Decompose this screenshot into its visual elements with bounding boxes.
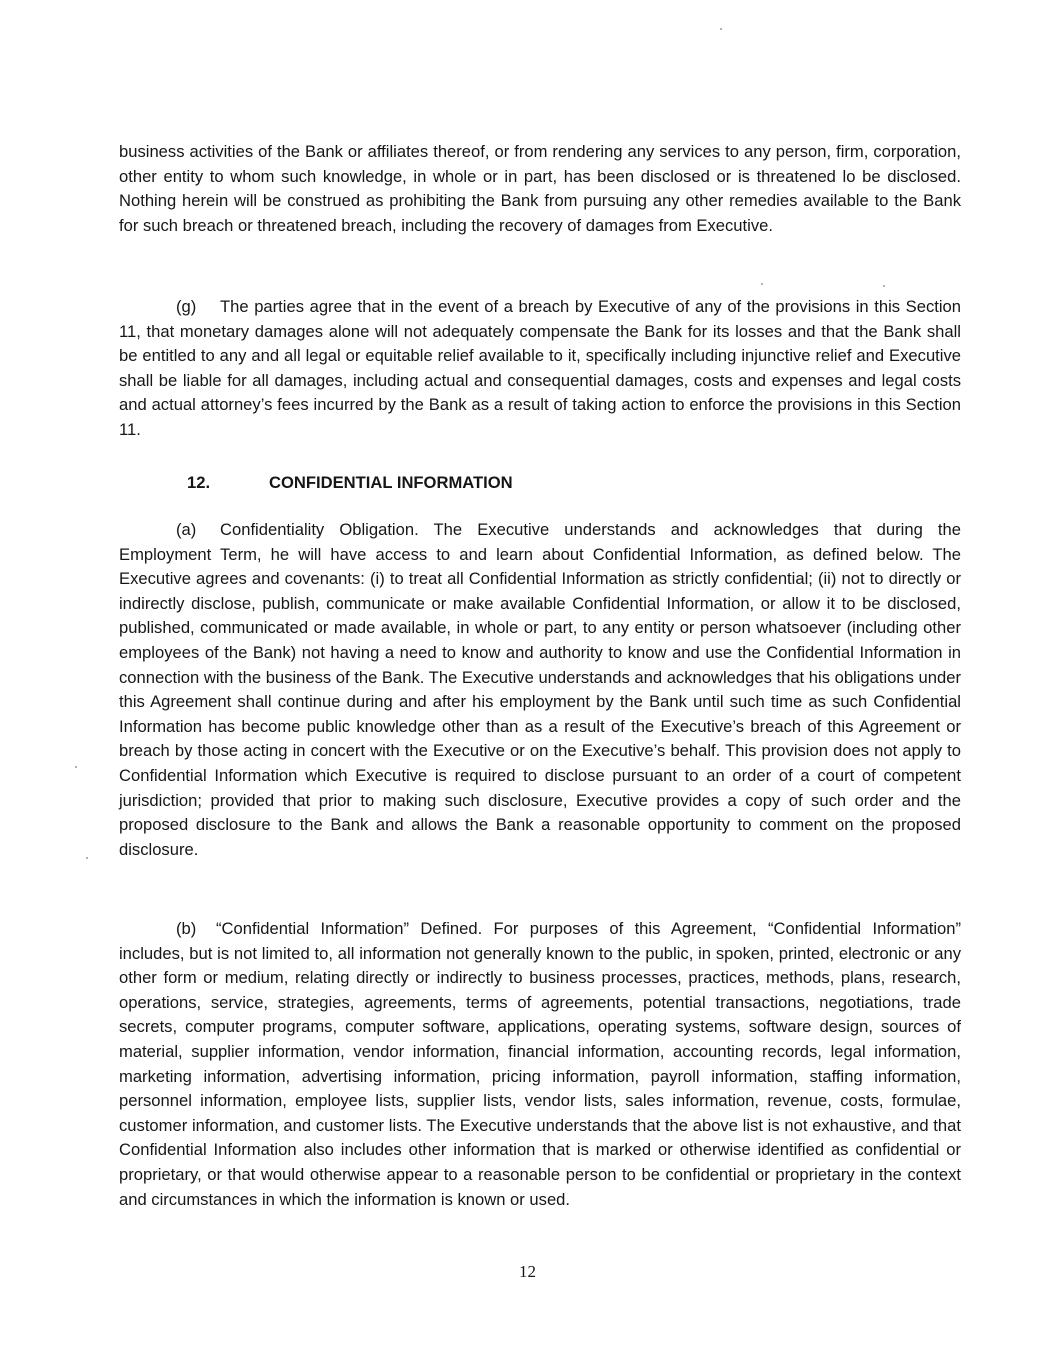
scan-speck (720, 28, 722, 30)
paragraph-g (119, 295, 961, 443)
section-number: 12. (187, 473, 211, 492)
scan-speck (75, 766, 77, 768)
paragraph-b-label: (b) (176, 919, 197, 938)
paragraph-b (119, 917, 961, 1212)
scan-speck (883, 285, 885, 287)
page-number: 12 (519, 1262, 536, 1281)
section-heading (187, 471, 513, 495)
scan-speck (86, 857, 88, 859)
paragraph-a (119, 518, 961, 862)
scan-speck (761, 283, 763, 285)
paragraph-a-label: (a) (176, 520, 197, 539)
continuation-paragraph: business activities of the Bank or affiliates thereof, or from rendering any services to any person, firm, corporation, other entity to whom such knowledge, in whole or in part, has been disclosed or is threatened lo be disclosed. Nothing herein will be construed as prohibiting the Bank from pursuing any other remedies available to the Bank for such breach or threatened breach, including the recovery of damages from Executive. (119, 142, 961, 235)
paragraph-g-label: (g) (176, 297, 197, 316)
paragraph-a-text: Confidentiality Obligation. The Executive understands and acknowledges that during the Employment Term, he will have access to and learn about Confidential Information, as defined below. The Executive agrees and covenants: (i) to treat all Confidential Information as strictly confidential; (ii) not to directly or indirectly disclose, publish, communicate or make available Confidential Information, or allow it to be disclosed, published, communicated or made available, in whole or part, to any entity or person whatsoever (including other employees of the Bank) not having a need to know and authority to know and use the Confidential Information in connection with the business of the Bank. The Executive understands and acknowledges that his obligations under this Agreement shall continue during and after his employment by the Bank until such time as such Confidential Information has become public knowledge other than as a result of the Executive’s breach of this Agreement or breach by those acting in concert with the Executive or on the Executive’s behalf. This provision does not apply to Confidential Information which Executive is required to disclose pursuant to an order of a court of competent jurisdiction; provided that prior to making such disclosure, Executive provides a copy of such order and the proposed disclosure to the Bank and allows the Bank a reasonable opportunity to comment on the proposed disclosure. (119, 520, 961, 859)
section-title: CONFIDENTIAL INFORMATION (269, 473, 513, 492)
paragraph-b-text: “Confidential Information” Defined. For purposes of this Agreement, “Confidential Information” includes, but is not limited to, all information not generally known to the public, in spoken, printed, electronic or any other form or medium, relating directly or indirectly to business processes, practices, methods, plans, research, operations, service, strategies, agreements, terms of agreements, potential transactions, negotiations, trade secrets, computer programs, computer software, applications, operating systems, software design, sources of material, supplier information, vendor information, financial information, accounting records, legal information, marketing information, advertising information, pricing information, payroll information, staffing information, personnel information, employee lists, supplier lists, vendor lists, sales information, revenue, costs, formulae, customer information, and customer lists. The Executive understands that the above list is not exhaustive, and that Confidential Information also includes other information that is marked or otherwise identified as confidential or proprietary, or that would otherwise appear to a reasonable person to be confidential or proprietary in the context and circumstances in which the information is known or used. (119, 919, 961, 1209)
paragraph-g-text: The parties agree that in the event of a breach by Executive of any of the provisions in this Section 11, that monetary damages alone will not adequately compensate the Bank for its losses and that the Bank shall be entitled to any and all legal or equitable relief available to it, specifically including injunctive relief and Executive shall be liable for all damages, including actual and consequential damages, costs and expenses and legal costs and actual attorney’s fees incurred by the Bank as a result of taking action to enforce the provisions in this Section 11. (119, 297, 961, 439)
